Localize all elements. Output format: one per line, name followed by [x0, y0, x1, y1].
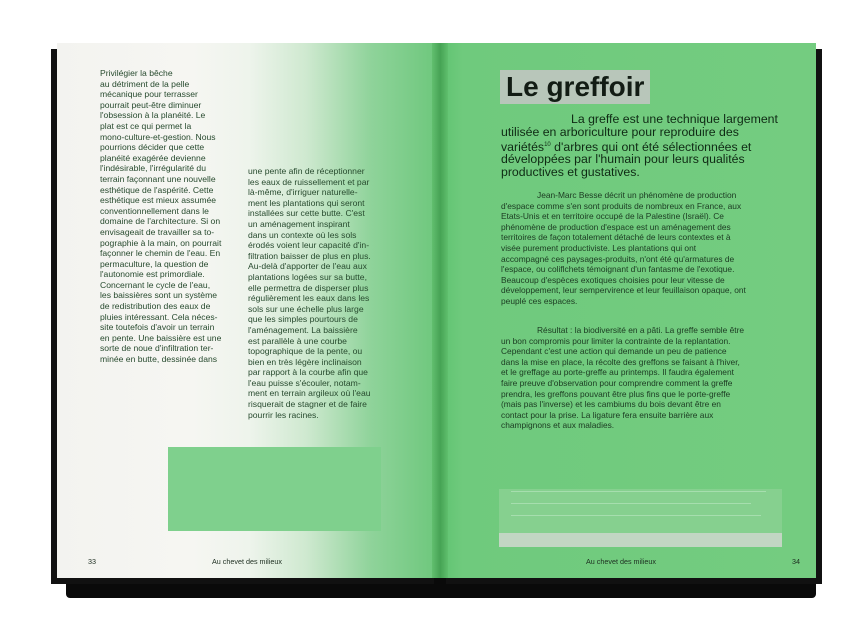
running-title-left: Au chevet des milieux [212, 557, 282, 566]
faint-text-line [511, 491, 766, 492]
body-paragraph-1 [501, 190, 746, 307]
left-illegible-box [168, 447, 381, 531]
faint-text-line [511, 503, 751, 504]
body-paragraph-2 [501, 325, 746, 431]
running-title-right: Au chevet des milieux [586, 557, 656, 566]
right-illegible-box [499, 489, 782, 533]
lede-text-part-2: d'arbres qui ont été sélectionnées et développées par l'humain pour leurs qualités productives et gustatives. [501, 139, 752, 180]
body-paragraph-2-text: Résultat : la biodiversité en a pâti. La greffe semble être un bon compromis pour limiter la contrainte de la replantation. Cependant c'est une action qui demande un peu de patience dans la mise en place, la récolte des greffons se faisant à l'hiver, et le greffage au porte-greffe au printemps. Il faudra également faire preuve d'observation pour comprendre comment la greffe prendra, les greffons pouvant être plus fins que le porte-greffe (mais pas l'inverse) et les cambiums du bois devant être en contact pour la prise. La ligature fera ensuite barrière aux champignons et aux maladies. [501, 325, 745, 431]
page-number-right: 34 [792, 557, 800, 566]
page-number-left: 33 [88, 557, 96, 566]
right-box-bar [499, 533, 782, 547]
left-column-1-text: Privilégier la bêche au détriment de la pelle mécanique pour terrasser pourrait peut-être diminuer l'obsession à la planéité. Le plat est ce qui permet la mono-culture-et-gestion. Nous pourrions décider que cette planéité exagérée devienne l'indésirable, l'irrégularité du terrain façonnant une nouvelle esthétique de l'aspérité. Cette esthétique est mieux assumée conventionnellement dans le domaine de l'architecture. Si on envisageait de travailler sa to- pographie à la main, on pourrait façonner le chemin de l'eau. En permaculture, la question de l'autonomie est primordiale. Concernant le cycle de l'eau, les baissières sont un système de redistribution des eaux de pluies intéressant. Cela néces- site toutefois d'avoir un terrain en pente. Une baissière est une sorte de noue d'infiltration ter- minée en butte, dessinée dans [100, 68, 222, 365]
body-paragraph-1-text: Jean-Marc Besse décrit un phénomène de production d'espace comme s'en sont produits de nombreux en France, aux Etats-Unis et en territoire occupé de la Palestine (Israël). Ce phénomène de production d'espace est un aménagement des territoires de façon totalement détaché de leurs contextes et à visée purement productiviste. Les plantations qui ont accompagné ces paysages-produits, n'ont été qu'armatures de l'espace, ou coliflchets témoignant d'un fantasme de l'exotique. Beaucoup d'espèces exotiques choisies pour leur vitesse de développement, leur sempervirence et leur feuillaison opaque, ont peuplé ces espaces. [501, 190, 746, 306]
faint-text-line [511, 515, 761, 516]
book-gutter [432, 43, 448, 578]
lede-text-part-1: La greffe est une technique largement utilisée en arboriculture pour reproduire des variétés [501, 112, 778, 154]
chapter-title: Le greffoir [500, 70, 650, 104]
lede-paragraph [501, 113, 781, 179]
footnote-marker: 10 [544, 141, 551, 148]
left-column-2-text: une pente afin de réceptionner les eaux de ruissellement et par là-même, d'irriguer naturelle- ment les plantations qui seront installées sur cette butte. C'est un aménagement inspirant dans un contexte où les sols érodés voient leur capacité d'in- filtration baisser de plus en plus. Au-delà d'apporter de l'eau aux plantations logées sur sa butte, elle permettra de disperser plus régulièrement les eaux dans les sols sur une échelle plus large que les simples pourtours de l'aménagement. La baissière est parallèle à une courbe topographique de la pente, ou bien en très légère inclinaison par rapport à la courbe afin que l'eau puisse s'écouler, notam- ment en terrain argileux où l'eau risquerait de stagner et de faire pourrir les racines. [248, 166, 371, 420]
